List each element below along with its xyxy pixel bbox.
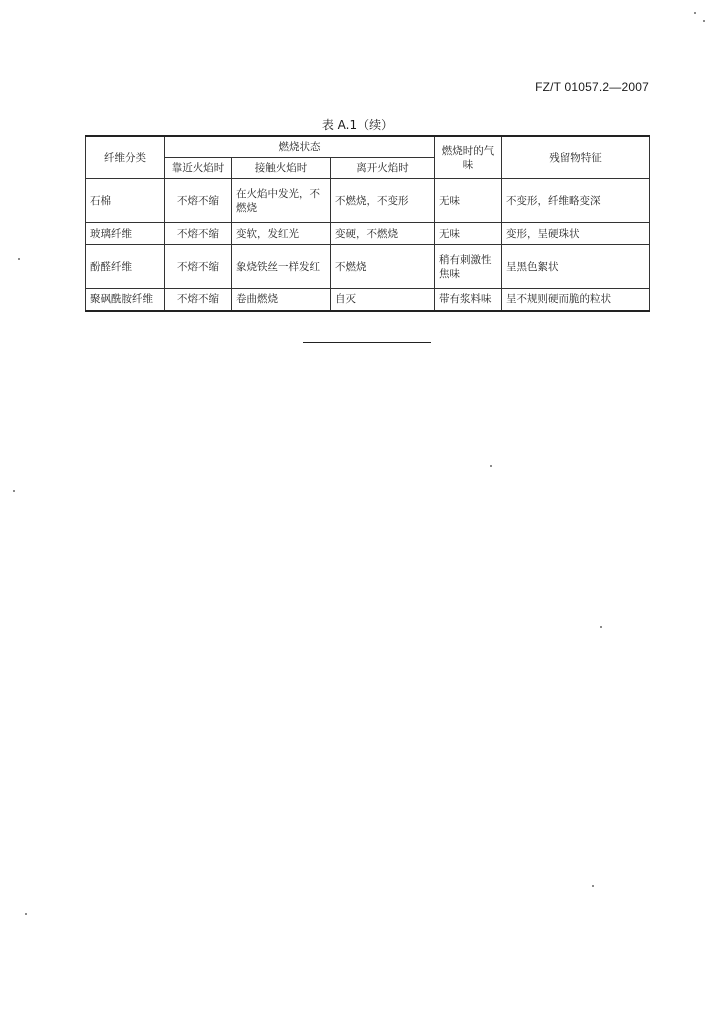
cell-touch-flame: 卷曲燃烧: [232, 289, 331, 311]
table-header-row: [86, 136, 650, 158]
cell-odor: 无味: [435, 223, 502, 245]
cell-leave-flame: 不燃烧: [331, 245, 435, 289]
cell-fiber-name: 聚砜酰胺纤维: [86, 289, 165, 311]
header-burning-state: 燃烧状态: [165, 136, 435, 158]
cell-fiber-name: 玻璃纤维: [86, 223, 165, 245]
header-touch-flame: 接触火焰时: [232, 158, 331, 179]
table-row: [86, 179, 650, 223]
cell-near-flame: 不熔不缩: [165, 179, 232, 223]
cell-near-flame: 不熔不缩: [165, 223, 232, 245]
cell-fiber-name: 石棉: [86, 179, 165, 223]
cell-touch-flame: 在火焰中发光，不燃烧: [232, 179, 331, 223]
scan-speck: [25, 913, 27, 915]
cell-touch-flame: 象烧铁丝一样发红: [232, 245, 331, 289]
table-row: [86, 245, 650, 289]
header-near-flame: 靠近火焰时: [165, 158, 232, 179]
table-row: [86, 223, 650, 245]
cell-near-flame: 不熔不缩: [165, 289, 232, 311]
fiber-burning-table: [85, 135, 650, 312]
cell-leave-flame: 不燃烧，不变形: [331, 179, 435, 223]
header-odor: 燃烧时的气味: [435, 136, 502, 179]
cell-fiber-name: 酚醛纤维: [86, 245, 165, 289]
header-leave-flame: 离开火焰时: [331, 158, 435, 179]
cell-odor: 带有浆料味: [435, 289, 502, 311]
header-residue: 残留物特征: [502, 136, 650, 179]
end-of-table-rule: [303, 342, 431, 343]
scan-speck: [592, 885, 594, 887]
header-fiber-category: 纤维分类: [86, 136, 165, 179]
cell-leave-flame: 自灭: [331, 289, 435, 311]
cell-near-flame: 不熔不缩: [165, 245, 232, 289]
cell-residue: 呈黑色絮状: [502, 245, 650, 289]
scan-speck: [490, 465, 492, 467]
cell-leave-flame: 变硬，不燃烧: [331, 223, 435, 245]
cell-odor: 无味: [435, 179, 502, 223]
scan-speck: [18, 258, 20, 260]
table-row: [86, 289, 650, 311]
scan-speck: [13, 490, 15, 492]
cell-residue: 呈不规则硬而脆的粒状: [502, 289, 650, 311]
document-code: FZ/T 01057.2—2007: [535, 80, 649, 94]
cell-touch-flame: 变软，发红光: [232, 223, 331, 245]
scan-speck: [600, 626, 602, 628]
cell-residue: 不变形，纤维略变深: [502, 179, 650, 223]
scan-speck: [703, 20, 705, 22]
scan-speck: [694, 12, 696, 14]
table-title: 表 A.1（续）: [321, 118, 394, 132]
cell-odor: 稍有刺激性焦味: [435, 245, 502, 289]
cell-residue: 变形，呈硬珠状: [502, 223, 650, 245]
